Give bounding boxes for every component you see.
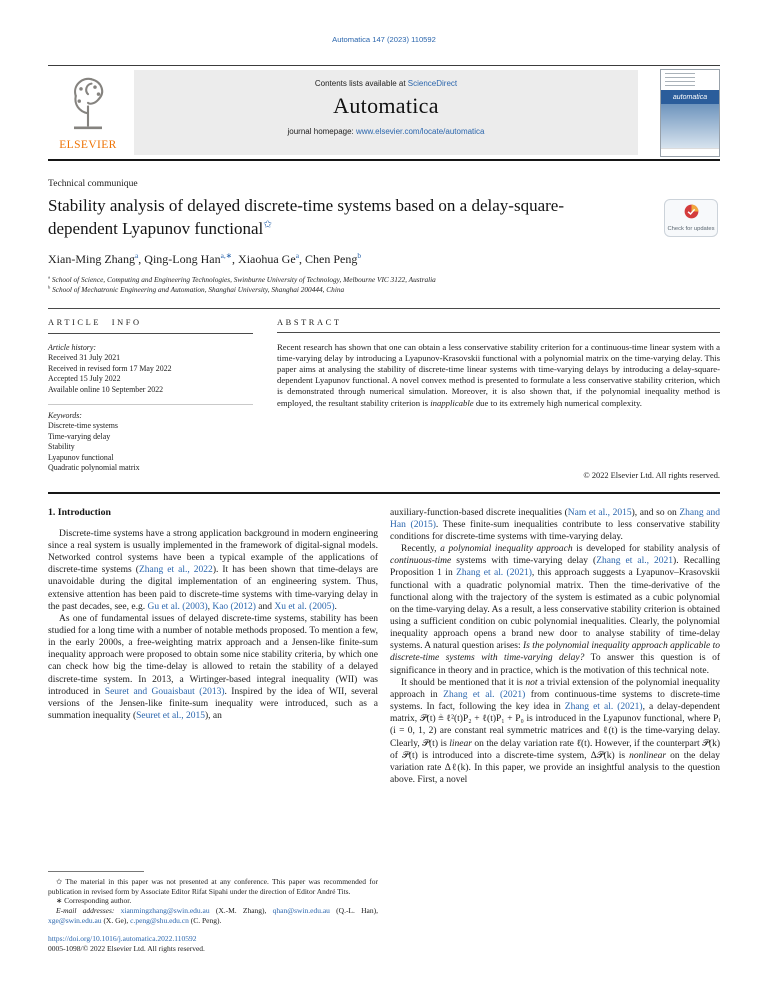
inline-link[interactable]: qhan@swin.edu.au (272, 906, 330, 915)
text-run: on the delay variation rate Δℓ(k). In this paper, we provide an insightful analysis to the question above. First, a novel (390, 750, 720, 786)
inline-link[interactable]: Zhang et al., 2022 (138, 565, 213, 576)
text-run: is developed for stability analysis of (572, 544, 720, 555)
doi-link[interactable]: https://doi.org/10.1016/j.automatica.2022.110592 (48, 934, 197, 944)
affiliation-a (48, 275, 720, 285)
text-run: Xiaohua Ge (238, 252, 296, 266)
text-run: a polynomial inequality approach (440, 544, 573, 555)
check-updates-badge[interactable] (664, 199, 718, 237)
right-column (390, 507, 720, 955)
text-run: , (299, 252, 305, 266)
inline-link[interactable]: Gu et al. (2003) (147, 601, 208, 612)
left-column (48, 507, 378, 955)
footnotes (48, 871, 378, 954)
article-info-header: ARTICLE INFO (48, 317, 142, 327)
text-run: ). Recalling Proposition 1 in (390, 556, 721, 579)
text-run: To answer this question is of significance in theory and in practice, which is the motivation of this technical note. (390, 653, 720, 676)
contents-line-prefix: Contents lists available at (314, 79, 408, 88)
text-run: ). It has been shown that time-delays are unavoidable during the digital implementation of an engineering system. Thus, extensive attention has been paid to discrete-time systems with time-varying delay in the past decades, see, e.g. (48, 565, 379, 612)
inline-link[interactable]: xianmingzhang@swin.edu.au (120, 906, 210, 915)
text-run: systems with time-varying delay ( (451, 556, 597, 567)
text-run: continuous-time (390, 556, 452, 567)
text-run: Qing-Long Han (144, 252, 221, 266)
text-run: , (232, 252, 239, 266)
crossmark-icon (684, 204, 699, 219)
masthead-center-panel (134, 70, 638, 155)
check-updates-label: Check for updates (667, 226, 715, 232)
homepage-prefix: journal homepage: (287, 127, 356, 136)
text-run: linear (449, 738, 472, 749)
inline-link[interactable]: Nam et al., 2015 (567, 507, 632, 518)
authors-line (48, 252, 720, 267)
section-heading-introduction: 1. Introduction (48, 506, 111, 518)
text-run: As one of fundamental issues of delayed discrete-time systems, stability has been studied for a long time with a number of notable methods proposed. To mention a few, in the early 2000s, a free-weighting matrix approach and a Jensen-like finite-sum inequality approach were proposed to obtain some nice stability criteria, by which one can check how big the time-delay is allowed to retain the stability of a delayed discrete-time system. In 2013, a Wirtinger-based integral inequality (WII) was introduced in (48, 613, 378, 697)
text-run: ), and so on (631, 507, 680, 518)
footnote-emails (48, 906, 378, 925)
keyword-item: Discrete-time systems (48, 421, 118, 431)
affiliation-b (48, 285, 720, 295)
title-row (48, 195, 720, 240)
paragraph (48, 613, 378, 722)
text-run: a trivial extension of the polynomial inequality approach in (390, 677, 720, 700)
text-run: ∗ Corresponding author. (56, 896, 132, 906)
keyword-item: Quadratic polynomial matrix (48, 463, 140, 473)
affiliations (48, 275, 720, 295)
footnote-corresponding-author (48, 896, 378, 906)
cover-footer-strip (661, 148, 719, 156)
inline-link[interactable]: Kao (2012) (212, 601, 256, 612)
affiliation-b-text: School of Mechatronic Engineering and Automation, Shanghai University, Shanghai 200444, China (50, 284, 345, 294)
inline-link[interactable]: Zhang et al., 2021 (596, 556, 674, 567)
inline-link[interactable]: Zhang and Han (2015) (390, 507, 720, 530)
abstract-rule (277, 332, 720, 333)
history-item: Received 31 July 2021 (48, 353, 121, 363)
homepage-line (134, 127, 638, 136)
keyword-item: Lyapunov functional (48, 452, 114, 462)
text-run: , a delay-dependent matrix, 𝒫(t) ≜ ℓ²(t)P₂ + ℓ(t)P₁ + P₀ is introduced in the Lyapunov functional, where Pᵢ (i = 0, 1, 2) are constant real symmetric matrices and ℓ(t) is the time-varying delay. Clearly, 𝒫̇(t) is (390, 702, 721, 749)
text-run: Discrete-time systems have a strong application background in modern engineering since a real system is usually implemented in the framework of digital-signal models. Networked control systems have been a typical example of the applications of discrete-time systems ( (48, 528, 378, 576)
footer-ids (48, 934, 378, 954)
inline-link[interactable]: Xu et al. (2005) (274, 601, 335, 612)
cover-text-lines (665, 73, 695, 86)
text-run: Is the polynomial inequality approach applicable to discrete-time systems with time-varying delay? (390, 641, 721, 664)
issn-line: 0005-1098/© 2022 Elsevier Ltd. All rights reserved. (48, 944, 205, 954)
text-run: . (334, 601, 337, 612)
journal-masthead (48, 65, 720, 161)
page-title (48, 195, 613, 240)
abstract-header: ABSTRACT (277, 317, 342, 327)
journal-cover-thumbnail (660, 69, 720, 157)
cover-top-strip (661, 70, 719, 90)
inline-link[interactable]: a (134, 251, 139, 260)
text-run: on the delay variation rate ℓ̇(t). However, if the counterpart 𝒫(k) of 𝒫(t) is introduced into a discrete-time system, Δ𝒫(k) is (390, 738, 721, 761)
inline-link[interactable]: b (357, 251, 362, 260)
article-type-label: Technical communique (48, 178, 138, 189)
text-run: Recent research has shown that one can obtain a less conservative stability criterion for a continuous-time linear system with a time-varying delay by introducing a Lyapunov-Krasovskii functional with a polynomial matrix on the time-varying delay. This paper aims at analysing the stability of discrete-time linear systems with time-varying delays by introducing a delay-square-dependent Lyapunov functional. A novel convex method is presented to formulate a less conservative stability criterion, which is demonstrated through numerical simulation. Moreover, it is also shown that, if the polynomial inequality method is employed, the resultant stability criterion is (277, 341, 720, 408)
elsevier-logo (48, 71, 128, 151)
text-run: auxiliary-function-based discrete inequalities ( (390, 507, 568, 518)
article-info-abstract-section (48, 308, 720, 494)
journal-issue-link[interactable]: Automatica 147 (2023) 110592 (332, 35, 436, 44)
text-run: Recently, (401, 544, 441, 555)
elsevier-tree-icon (60, 71, 116, 133)
footnote-rule (48, 871, 144, 872)
text-run: , this approach suggests a Lyapunov–Krasovskii functional with a quadratic polynomial matrix. Then the time-derivative of the functional along with the trajectory of the system is estimated as a cubic polynomial on the time-varying delay. As a result, a less conservative stability criterion is obtained using a sufficient condition on cubic polynomial inequalities. Clearly, the polynomial inequality approach opens a brand new door to analyse stability of time-delay systems. A natural question arises: (390, 568, 720, 652)
contents-line (134, 79, 638, 88)
inline-link[interactable]: Zhang et al. (2021) (443, 689, 526, 700)
abstract-column (277, 316, 720, 480)
history-item: Available online 10 September 2022 (48, 384, 164, 394)
paragraph (390, 677, 720, 786)
inline-link[interactable]: c.peng@shu.edu.cn (130, 915, 189, 925)
inline-link[interactable]: xge@swin.edu.au (48, 915, 102, 925)
article-info-column (48, 316, 253, 480)
inline-link[interactable]: a,∗ (220, 251, 233, 260)
cover-title: automatica (672, 93, 708, 101)
text-run: not (525, 677, 538, 688)
paragraph (390, 543, 720, 677)
text-run: nonlinear (629, 750, 667, 761)
history-item: Accepted 15 July 2022 (48, 374, 121, 384)
elsevier-wordmark: ELSEVIER (59, 139, 117, 151)
journal-title: Automatica (333, 93, 439, 118)
paragraph (48, 528, 378, 613)
text-run: . These finite-sum inequalities contribute to less conservative stability conditions for discrete-time systems with time-varying delay. (390, 519, 720, 542)
running-head-citation (48, 0, 720, 44)
inline-link[interactable]: Zhang et al. (2021) (564, 702, 643, 713)
paragraph (390, 507, 720, 543)
footnote-conference (48, 877, 378, 896)
article-info-rule (48, 333, 253, 334)
affiliation-a-text: School of Science, Computing and Engineering Technologies, Swinburne University of Technology, Melbourne VIC 3122, Australia (50, 275, 436, 284)
text-run: (X.-M. Zhang), (209, 906, 273, 915)
cover-title-band (661, 90, 719, 104)
text-run: Chen Peng (305, 252, 358, 266)
text-run: due to its extremely high numerical complexity. (473, 397, 642, 408)
journal-homepage-link[interactable]: www.elsevier.com/locate/automatica (356, 127, 485, 136)
inline-link[interactable]: Seuret et al., 2015 (136, 711, 205, 722)
keyword-item: Time-varying delay (48, 431, 111, 441)
text-run: E-mail addresses: (56, 906, 121, 915)
keyword-item: Stability (48, 442, 75, 452)
text-run: ✩ The material in this paper was not presented at any conference. This paper was recommended for publication in revised form by Associate Editor Rifat Sipahi under the direction of Editor André Tits. (48, 877, 378, 896)
inline-link[interactable]: a (295, 251, 299, 260)
text-run: . Inspired by the idea of WII, several versions of the Jensen-like finite-sum inequality were introduced, such as a summation inequality ( (48, 686, 378, 722)
text-run: , (138, 252, 145, 266)
affiliation-b-marker: b (48, 284, 51, 290)
cover-artwork (661, 104, 719, 148)
text-run: inapplicable (430, 397, 474, 408)
text-run: , (207, 601, 213, 612)
copyright-line: © 2022 Elsevier Ltd. All rights reserved. (583, 470, 720, 480)
article-title-text: Stability analysis of delayed discrete-time systems based on a delay-square-dependent Lyapunov functional (48, 196, 564, 238)
inline-link[interactable]: Zhang et al. (2021) (456, 568, 532, 579)
keywords-block (48, 404, 253, 473)
text-run: from continuous-time systems to discrete-time systems. In fact, following the key idea in (390, 689, 720, 713)
abstract-text (277, 342, 720, 409)
text-run: It should be mentioned that it is (401, 677, 526, 688)
article-history-label: Article history: (48, 343, 96, 352)
history-item: Received in revised form 17 May 2022 (48, 363, 172, 373)
title-footnote-star-link[interactable]: ✩ (263, 218, 273, 230)
text-run: (X. Ge), (101, 915, 131, 925)
keywords-label: Keywords: (48, 411, 82, 421)
inline-link[interactable]: Seuret and Gouaisbaut (2013) (104, 686, 225, 697)
body-columns (48, 507, 720, 955)
text-run: Xian-Ming Zhang (48, 252, 135, 266)
affiliation-a-marker: a (48, 274, 51, 280)
text-run: (Q.-L. Han), (329, 906, 378, 915)
sciencedirect-link[interactable]: ScienceDirect (407, 79, 458, 88)
text-run: (C. Peng). (188, 915, 222, 925)
text-run: and (255, 601, 275, 612)
text-run: ), an (205, 711, 222, 722)
